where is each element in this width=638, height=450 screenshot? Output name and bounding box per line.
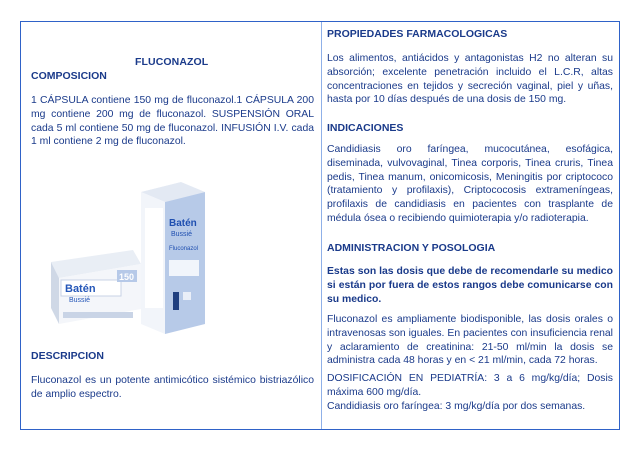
tall-box-name: Fluconazol xyxy=(169,246,199,252)
propiedades-text: Los alimentos, antiácidos y antagonistas H2 no alteran su absorción; excelente penetración incluido el L.C.R, altas concentraciones en tejidos y secreción vaginal, piel y uñas, hasta por 10 días después de una dosis de 150 mg. xyxy=(327,53,613,106)
composicion-heading: COMPOSICION xyxy=(31,70,107,82)
descripcion-heading: DESCRIPCION xyxy=(31,350,104,362)
document-page xyxy=(20,21,620,430)
small-box-maker: Bussié xyxy=(69,297,91,304)
indicaciones-heading: INDICACIONES xyxy=(327,122,404,134)
pediatria-text: DOSIFICACIÓN EN PEDIATRÍA: 3 a 6 mg/kg/día; Dosis máxima 600 mg/día. xyxy=(327,373,613,398)
orofaringea-text: Candidiasis oro faríngea: 3 mg/kg/día por dos semanas. xyxy=(327,401,586,412)
administracion-heading: ADMINISTRACION Y POSOLOGIA xyxy=(327,242,496,254)
tall-box-brand: Batén xyxy=(169,218,197,229)
descripcion-text: Fluconazol es un potente antimicótico sistémico bistriazólico de amplio espectro. xyxy=(31,375,314,400)
administracion-text: Fluconazol es ampliamente biodisponible, las dosis orales o intravenosas son iguales. En pacientes con insuficiencia renal y aclaramiento de creatinina: 21-50 ml/min la dosis se administra cada 48 horas y en < 21 ml/min, cada 72 horas. xyxy=(327,314,613,367)
document-title: FLUCONAZOL xyxy=(135,56,209,68)
column-divider xyxy=(321,22,322,429)
small-box-dose: 150 xyxy=(119,272,135,282)
small-box-brand: Batén xyxy=(65,283,96,295)
indicaciones-text: Candidiasis oro faríngea, mucocutánea, esofágica, diseminada, vulvovaginal, Tinea corporis, Tinea cruris, Tinea pedis, Tinea manum, onicomicosis, Meningitis por criptococo (tratamiento y profilaxis), Criptococosis extrameníngeas, profilaxis de candidiasis en pacientes con trasplante de médula ósea o recibiendo quimioterapia y/o radioterapia. xyxy=(327,144,613,224)
product-photo xyxy=(41,174,221,349)
propiedades-heading: PROPIEDADES FARMACOLOGICAS xyxy=(327,28,508,40)
tall-box-maker: Bussié xyxy=(171,231,193,238)
left-column xyxy=(31,22,316,429)
right-column xyxy=(327,22,613,429)
composicion-text: 1 CÁPSULA contiene 150 mg de fluconazol.1 CÁPSULA 200 mg contiene 200 mg de fluconazol. SUSPENSIÓN ORAL cada 5 ml contiene 50 mg de fluconazol. INFUSIÓN I.V. cada 1 ml contiene 2 mg de fluconazol. xyxy=(31,95,314,148)
administracion-warning: Estas son las dosis que debe de recomendarle su medico si están por fuera de estos rangos debe comunicarse con su medico. xyxy=(327,266,613,305)
